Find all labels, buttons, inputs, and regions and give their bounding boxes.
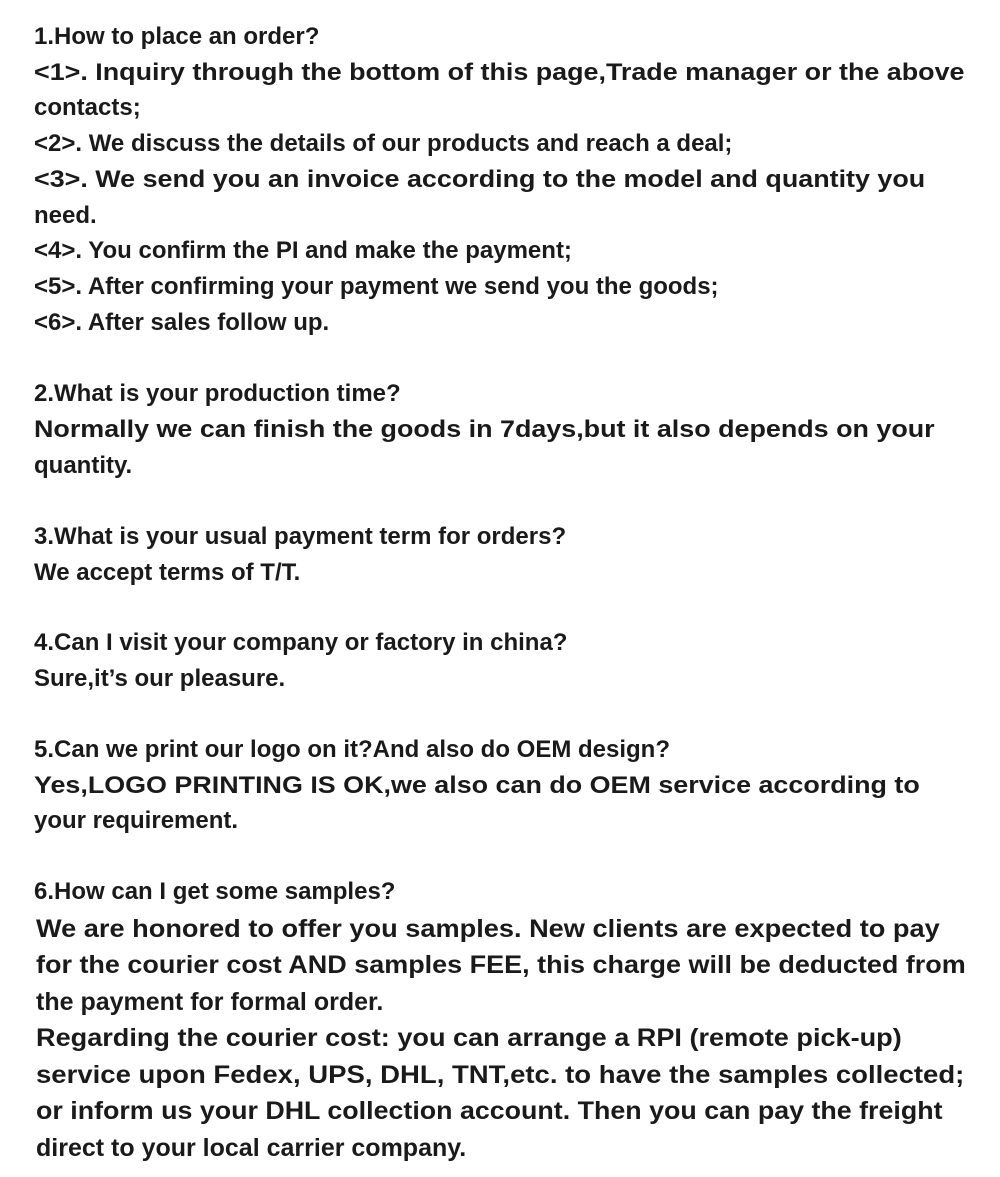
- faq-answer-6-line-6: or inform us your DHL collection account. Then you can pay the freight: [36, 1097, 943, 1125]
- faq-answer-6-line-3: the payment for formal order.: [36, 988, 384, 1016]
- faq-answer-1-line-3: <2>. We discuss the details of our products and reach a deal;: [34, 130, 733, 157]
- faq-question-2: 2.What is your production time?: [34, 380, 401, 407]
- faq-answer-1-line-5: need.: [34, 202, 97, 229]
- faq-question-4: 4.Can I visit your company or factory in china?: [34, 629, 568, 656]
- faq-answer-1-line-8: <6>. After sales follow up.: [34, 309, 330, 336]
- faq-answer-1-line-4: <3>. We send you an invoice according to the model and quantity you: [34, 166, 926, 193]
- faq-question-1: 1.How to place an order?: [34, 23, 320, 50]
- faq-question-5: 5.Can we print our logo on it?And also do OEM design?: [34, 736, 670, 763]
- faq-answer-6-line-5: service upon Fedex, UPS, DHL, TNT,etc. to have the samples collected;: [36, 1061, 965, 1089]
- faq-question-3: 3.What is your usual payment term for orders?: [34, 523, 567, 550]
- faq-answer-2-line-2: quantity.: [34, 452, 133, 479]
- faq-answer-5-line-1: Yes,LOGO PRINTING IS OK,we also can do OEM service according to: [34, 772, 920, 799]
- faq-answer-1-line-7: <5>. After confirming your payment we send you the goods;: [34, 273, 719, 300]
- faq-answer-1-line-1: <1>. Inquiry through the bottom of this page,Trade manager or the above: [34, 59, 965, 86]
- faq-answer-6-line-1: We are honored to offer you samples. New clients are expected to pay: [36, 915, 940, 943]
- faq-question-6: 6.How can I get some samples?: [34, 878, 396, 905]
- faq-answer-6-line-2: for the courier cost AND samples FEE, this charge will be deducted from: [36, 951, 966, 979]
- faq-answer-5-line-2: your requirement.: [34, 807, 239, 834]
- faq-answer-2-line-1: Normally we can finish the goods in 7days,but it also depends on your: [34, 416, 935, 443]
- faq-answer-1-line-6: <4>. You confirm the PI and make the payment;: [34, 237, 572, 264]
- faq-answer-4-line-1: Sure,it’s our pleasure.: [34, 665, 286, 692]
- faq-answer-6-line-7: direct to your local carrier company.: [36, 1134, 467, 1162]
- faq-answer-3-line-1: We accept terms of T/T.: [34, 559, 301, 586]
- faq-answer-6-line-4: Regarding the courier cost: you can arrange a RPI (remote pick-up): [36, 1024, 902, 1052]
- faq-answer-1-line-2: contacts;: [34, 94, 141, 121]
